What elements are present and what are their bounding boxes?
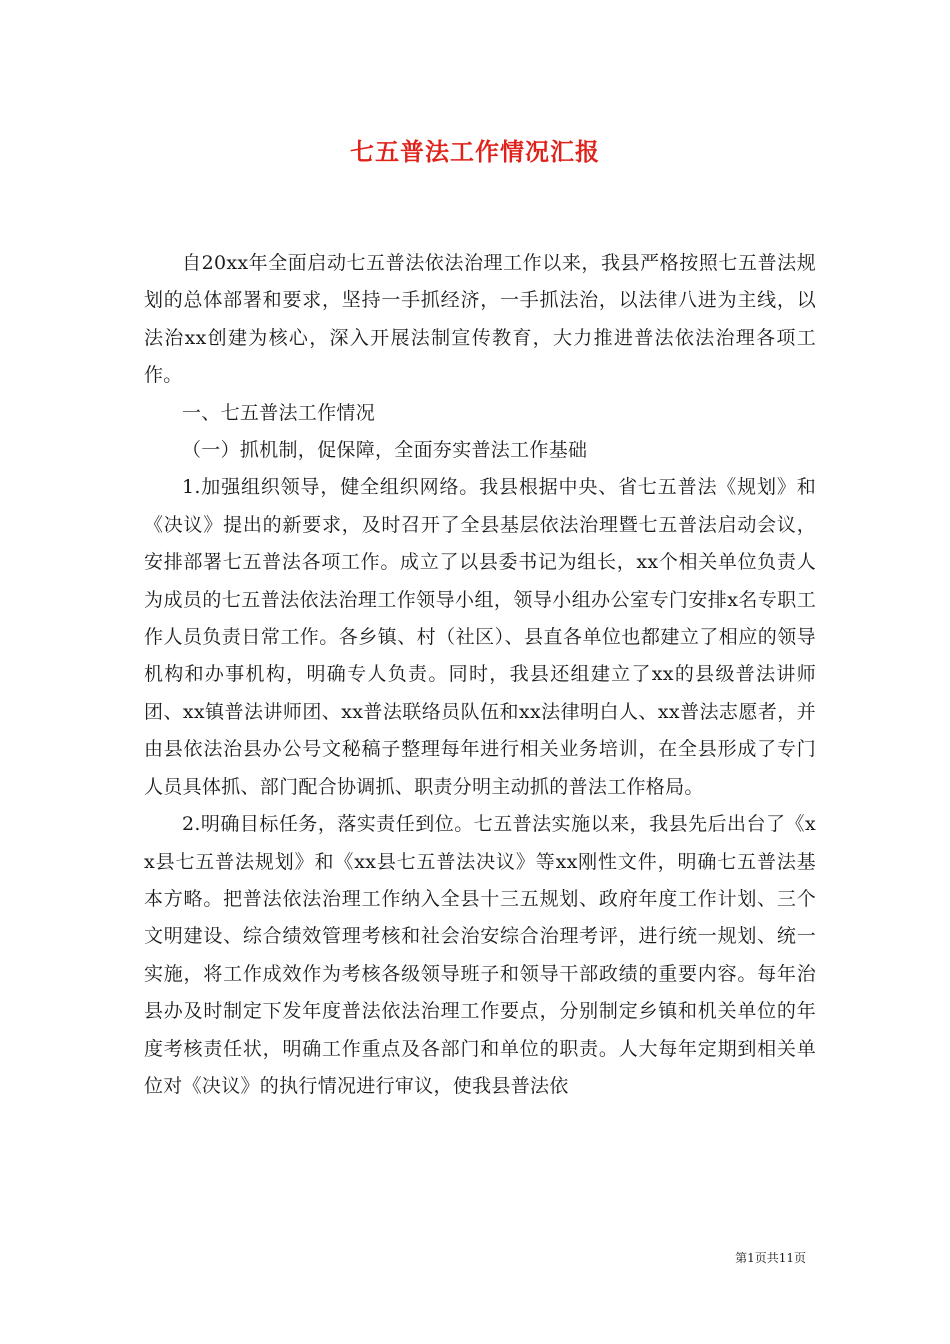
document-title: 七五普法工作情况汇报: [350, 137, 600, 166]
intro-paragraph: 自20xx年全面启动七五普法依法治理工作以来，我县严格按照七五普法规划的总体部署和要求，坚持一手抓经济，一手抓法治，以法律八进为主线，以法治xx创建为核心，深入开展法制宣传教育，大力推进普法依法治理各项工作。: [144, 252, 816, 387]
page-number-footer: 第1页共11页: [735, 1251, 806, 1265]
subsection-heading: （一）抓机制，促保障，全面夯实普法工作基础: [182, 439, 588, 462]
section-heading: 一、七五普法工作情况: [182, 401, 376, 424]
body-paragraph-1: 1.加强组织领导，健全组织网络。我县根据中央、省七五普法《规划》和《决议》提出的新要求，及时召开了全县基层依法治理暨七五普法启动会议，安排部署七五普法各项工作。成立了以县委书记为组长，xx个相关单位负责人为成员的七五普法依法治理工作领导小组，领导小组办公室专门安排x名专职工作人员负责日常工作。各乡镇、村（社区）、县直各单位也都建立了相应的领导机构和办事机构，明确专人负责。同时，我县还组建立了xx的县级普法讲师团、xx镇普法讲师团、xx普法联络员队伍和xx法律明白人、xx普法志愿者，并由县依法治县办公号文秘稿子整理每年进行相关业务培训，在全县形成了专门人员具体抓、部门配合协调抓、职责分明主动抓的普法工作格局。: [144, 476, 816, 798]
document-body: [144, 245, 816, 1105]
body-paragraph-2: 2.明确目标任务，落实责任到位。七五普法实施以来，我县先后出台了《xx县七五普法规划》和《xx县七五普法决议》等xx刚性文件，明确七五普法基本方略。把普法依法治理工作纳入全县十三五规划、政府年度工作计划、三个文明建设、综合绩效管理考核和社会治安综合治理考评，进行统一规划、统一实施，将工作成效作为考核各级领导班子和领导干部政绩的重要内容。每年治县办及时制定下发年度普法依法治理工作要点，分别制定乡镇和机关单位的年度考核责任状，明确工作重点及各部门和单位的职责。人大每年定期到相关单位对《决议》的执行情况进行审议，使我县普法依: [144, 813, 816, 1097]
